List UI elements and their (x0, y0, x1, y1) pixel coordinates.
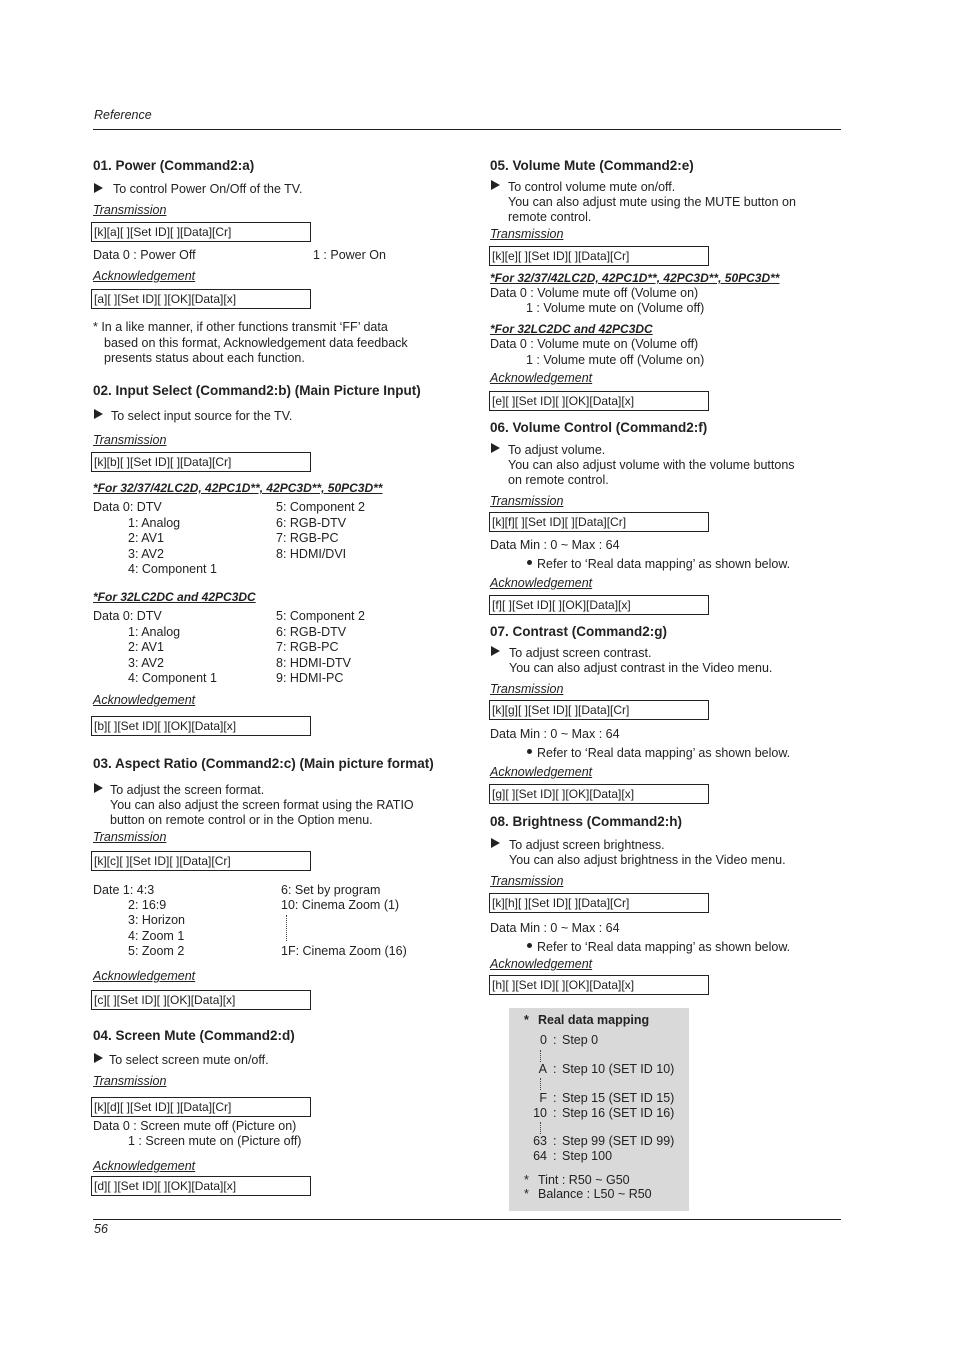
note-text: * In a like manner, if other functions transmit ‘FF’ data (93, 320, 388, 334)
arrow-right-icon (94, 783, 103, 793)
acknowledgement-box: [c][ ][Set ID][ ][OK][Data][x] (91, 990, 311, 1010)
section-title-screen-mute: 04. Screen Mute (Command2:d) (93, 1028, 295, 1043)
mapping-value: Step 100 (562, 1149, 613, 1163)
acknowledgement-label: Acknowledgement (490, 765, 593, 779)
mapping-colon: : (553, 1149, 557, 1163)
arrow-right-icon (491, 838, 500, 848)
acknowledgement-box: [a][ ][Set ID][ ][OK][Data][x] (91, 289, 311, 309)
data-value: Data 0 : Screen mute off (Picture on) (93, 1119, 297, 1133)
list-item: 9: HDMI-PC (276, 671, 344, 685)
section-desc: You can also adjust contrast in the Video menu. (509, 661, 773, 675)
acknowledgement-label: Acknowledgement (490, 957, 593, 971)
list-item: 6: RGB-DTV (276, 625, 347, 639)
transmission-label: Transmission (490, 682, 564, 696)
arrow-right-icon (491, 180, 500, 190)
data-value: 1 : Volume mute off (Volume on) (526, 353, 705, 367)
list-item: 7: RGB-PC (276, 531, 339, 545)
list-item: Data 0: DTV (93, 609, 162, 623)
list-item: 5: Component 2 (276, 500, 365, 514)
transmission-label: Transmission (490, 227, 564, 241)
section-desc: You can also adjust the screen format using the RATIO (110, 798, 414, 812)
mapping-asterisk: * (524, 1173, 529, 1187)
mapping-colon: : (553, 1033, 557, 1047)
acknowledgement-box: [f][ ][Set ID][ ][OK][Data][x] (489, 595, 709, 615)
acknowledgement-box: [d][ ][Set ID][ ][OK][Data][x] (91, 1176, 311, 1196)
transmission-box: [k][d][ ][Set ID][ ][Data][Cr] (91, 1097, 311, 1117)
list-item: 4: Zoom 1 (128, 929, 185, 943)
mapping-key: 10 (533, 1106, 547, 1120)
transmission-box: [k][f][ ][Set ID][ ][Data][Cr] (489, 512, 709, 532)
list-item: 5: Component 2 (276, 609, 365, 623)
mapping-value: Step 99 (SET ID 99) (562, 1134, 675, 1148)
header-rule (93, 129, 841, 130)
mapping-value: Step 16 (SET ID 16) (562, 1106, 675, 1120)
section-desc: You can also adjust mute using the MUTE button on (508, 195, 796, 209)
section-desc: To adjust screen contrast. (509, 646, 652, 660)
transmission-label: Transmission (93, 203, 167, 217)
acknowledgement-box: [h][ ][Set ID][ ][OK][Data][x] (489, 975, 709, 995)
arrow-right-icon (94, 409, 103, 419)
list-item: 3: AV2 (128, 547, 164, 561)
acknowledgement-label: Acknowledgement (93, 693, 196, 707)
tint-range: Tint : R50 ~ G50 (538, 1173, 630, 1187)
page-number: 56 (94, 1222, 108, 1236)
mapping-asterisk: * (524, 1013, 529, 1027)
section-desc: To select input source for the TV. (111, 409, 293, 423)
arrow-right-icon (491, 443, 500, 453)
note-text: presents status about each function. (104, 351, 305, 365)
mapping-value: Step 10 (SET ID 10) (562, 1062, 675, 1076)
ellipsis-dots (286, 915, 287, 941)
section-title-aspect-ratio: 03. Aspect Ratio (Command2:c) (Main picture format) (93, 756, 434, 771)
mapping-colon: : (553, 1091, 557, 1105)
footer-rule (93, 1219, 841, 1220)
data-value: Data Min : 0 ~ Max : 64 (490, 727, 620, 741)
list-item: 8: HDMI-DTV (276, 656, 351, 670)
list-item: 1F: Cinema Zoom (16) (281, 944, 407, 958)
list-item: 2: AV1 (128, 640, 164, 654)
mapping-key: 0 (540, 1033, 547, 1047)
list-item: 7: RGB-PC (276, 640, 339, 654)
refer-text: Refer to ‘Real data mapping’ as shown below. (537, 746, 791, 760)
section-desc: To control Power On/Off of the TV. (113, 182, 303, 196)
mapping-key: F (539, 1091, 547, 1105)
model-note: *For 32/37/42LC2D, 42PC1D**, 42PC3D**, 50PC3D** (93, 481, 383, 495)
section-desc: You can also adjust brightness in the Video menu. (509, 853, 786, 867)
section-title-brightness: 08. Brightness (Command2:h) (490, 814, 683, 829)
balance-range: Balance : L50 ~ R50 (538, 1187, 652, 1201)
acknowledgement-box: [g][ ][Set ID][ ][OK][Data][x] (489, 784, 709, 804)
section-title-volume-mute: 05. Volume Mute (Command2:e) (490, 158, 694, 173)
transmission-label: Transmission (93, 830, 167, 844)
transmission-box: [k][c][ ][Set ID][ ][Data][Cr] (91, 851, 311, 871)
data-value: 1 : Power On (313, 248, 386, 262)
section-title-input-select: 02. Input Select (Command2:b) (Main Picture Input) (93, 383, 421, 398)
mapping-value: Step 0 (562, 1033, 599, 1047)
transmission-box: [k][b][ ][Set ID][ ][Data][Cr] (91, 452, 311, 472)
ellipsis-dots (540, 1050, 541, 1062)
mapping-colon: : (553, 1106, 557, 1120)
transmission-box: [k][g][ ][Set ID][ ][Data][Cr] (489, 700, 709, 720)
mapping-colon: : (553, 1134, 557, 1148)
ellipsis-dots (540, 1122, 541, 1134)
list-item: 10: Cinema Zoom (1) (281, 898, 400, 912)
data-value: Data 0 : Volume mute on (Volume off) (490, 337, 699, 351)
bullet-icon (527, 749, 532, 754)
list-item: 3: Horizon (128, 913, 185, 927)
section-desc: To control volume mute on/off. (508, 180, 676, 194)
model-note: *For 32/37/42LC2D, 42PC1D**, 42PC3D**, 50PC3D** (490, 271, 780, 285)
arrow-right-icon (94, 183, 103, 193)
model-note: *For 32LC2DC and 42PC3DC (490, 322, 653, 336)
transmission-box: [k][e][ ][Set ID][ ][Data][Cr] (489, 246, 709, 266)
transmission-label: Transmission (490, 494, 564, 508)
mapping-key: 64 (533, 1149, 547, 1163)
acknowledgement-label: Acknowledgement (490, 576, 593, 590)
arrow-right-icon (491, 646, 500, 656)
mapping-value: Step 15 (SET ID 15) (562, 1091, 675, 1105)
data-value: Data 0 : Volume mute off (Volume on) (490, 286, 699, 300)
list-item: 6: RGB-DTV (276, 516, 347, 530)
mapping-colon: : (553, 1062, 557, 1076)
transmission-box: [k][a][ ][Set ID][ ][Data][Cr] (91, 222, 311, 242)
acknowledgement-label: Acknowledgement (93, 269, 196, 283)
transmission-label: Transmission (93, 433, 167, 447)
transmission-box: [k][h][ ][Set ID][ ][Data][Cr] (489, 893, 709, 913)
acknowledgement-label: Acknowledgement (93, 1159, 196, 1173)
data-value: Data Min : 0 ~ Max : 64 (490, 538, 620, 552)
mapping-key: A (538, 1062, 547, 1076)
acknowledgement-box: [b][ ][Set ID][ ][OK][Data][x] (91, 716, 311, 736)
refer-text: Refer to ‘Real data mapping’ as shown below. (537, 940, 791, 954)
acknowledgement-box: [e][ ][Set ID][ ][OK][Data][x] (489, 391, 709, 411)
section-desc: To adjust the screen format. (110, 783, 265, 797)
section-desc: To adjust screen brightness. (509, 838, 665, 852)
list-item: 3: AV2 (128, 656, 164, 670)
data-value: Data Min : 0 ~ Max : 64 (490, 921, 620, 935)
mapping-asterisk: * (524, 1187, 529, 1201)
section-desc: on remote control. (508, 473, 609, 487)
section-desc: To select screen mute on/off. (109, 1053, 269, 1067)
bullet-icon (527, 560, 532, 565)
list-item: 1: Analog (128, 516, 181, 530)
list-item: 4: Component 1 (128, 671, 217, 685)
section-title-power: 01. Power (Command2:a) (93, 158, 255, 173)
list-item: 6: Set by program (281, 883, 381, 897)
transmission-label: Transmission (490, 874, 564, 888)
acknowledgement-label: Acknowledgement (490, 371, 593, 385)
list-item: 1: Analog (128, 625, 181, 639)
section-title-contrast: 07. Contrast (Command2:g) (490, 624, 668, 639)
mapping-key: 63 (533, 1134, 547, 1148)
section-desc: You can also adjust volume with the volume buttons (508, 458, 795, 472)
acknowledgement-label: Acknowledgement (93, 969, 196, 983)
section-desc: To adjust volume. (508, 443, 606, 457)
section-desc: button on remote control or in the Option menu. (110, 813, 373, 827)
refer-text: Refer to ‘Real data mapping’ as shown below. (537, 557, 791, 571)
data-value: 1 : Screen mute on (Picture off) (128, 1134, 302, 1148)
note-text: based on this format, Acknowledgement data feedback (104, 336, 408, 350)
ellipsis-dots (540, 1078, 541, 1090)
list-item: 2: 16:9 (128, 898, 167, 912)
arrow-right-icon (94, 1053, 103, 1063)
model-note: *For 32LC2DC and 42PC3DC (93, 590, 256, 604)
list-item: 5: Zoom 2 (128, 944, 185, 958)
data-value: 1 : Volume mute on (Volume off) (526, 301, 705, 315)
bullet-icon (527, 943, 532, 948)
data-value: Data 0 : Power Off (93, 248, 196, 262)
mapping-title: Real data mapping (538, 1013, 650, 1027)
list-item: Data 0: DTV (93, 500, 162, 514)
section-title-volume-control: 06. Volume Control (Command2:f) (490, 420, 708, 435)
header-title: Reference (94, 108, 152, 122)
section-desc: remote control. (508, 210, 592, 224)
transmission-label: Transmission (93, 1074, 167, 1088)
list-item: Date 1: 4:3 (93, 883, 155, 897)
list-item: 4: Component 1 (128, 562, 217, 576)
list-item: 8: HDMI/DVI (276, 547, 347, 561)
list-item: 2: AV1 (128, 531, 164, 545)
